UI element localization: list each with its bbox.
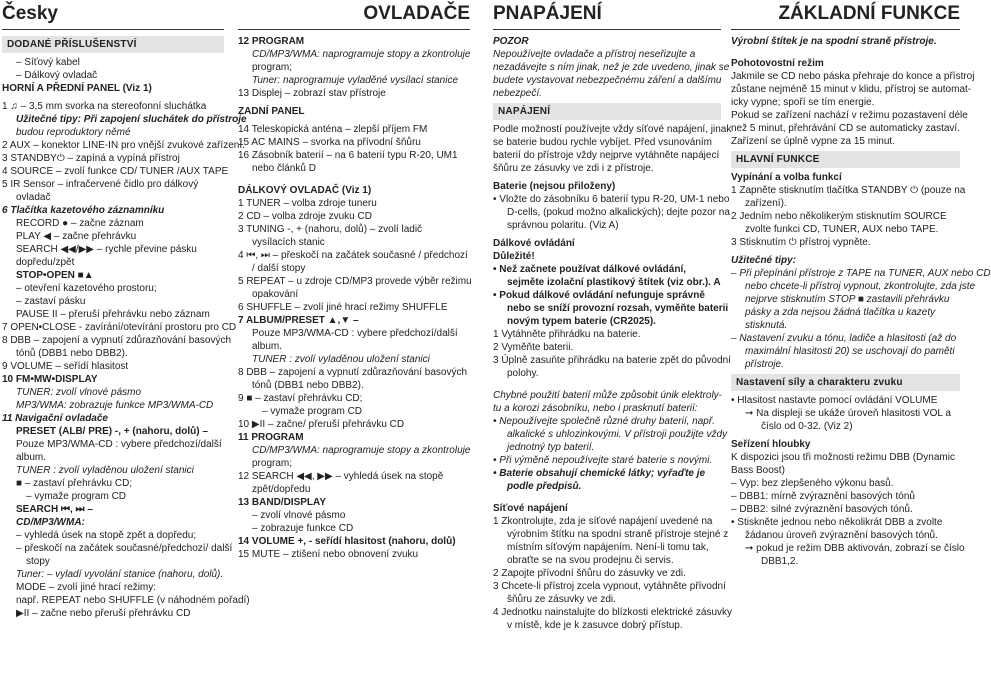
text-line: 5 IR Sensor – infračervené čidlo pro dálkový	[2, 179, 199, 190]
bullet-line: • Pokud dálkové ovládání nefunguje správně	[493, 290, 705, 301]
text-line: – přeskočí na začátek současné/předchozí/ další	[16, 543, 233, 554]
text-line: 9 VOLUME – seřídí hlasitost	[2, 361, 129, 372]
text-line: 4 SOURCE – zvolí funkce CD/ TUNER /AUX TAPE	[2, 166, 229, 177]
text-line: stopy	[26, 556, 50, 567]
text-line: šňůru ze zásuvky ve zdi i z přístroje.	[493, 163, 654, 174]
text-line: např. REPEAT nebo SHUFFLE (v náhodném pořadí)	[16, 595, 250, 606]
text-line: nebo se sníží provozní rozsah, vyměňte baterii	[507, 303, 729, 314]
text-line: PAUSE II – přeruší přehrávku nebo záznam	[16, 309, 210, 320]
text-line: Bass Boost)	[731, 465, 785, 476]
text-line: žádanou úroveň zvýraznění basových tónů.	[745, 530, 938, 541]
text-line: PLAY ◀ – začne přehrávku	[16, 231, 137, 242]
bullet-line: • Vložte do zásobníku 6 baterií typu R-20, UM-1 nebo	[493, 194, 730, 205]
text-line: 6 SHUFFLE – zvolí jiné hrací režimy SHUFFLE	[238, 302, 448, 313]
text-line: D-cells, (pokud možno alkalických); dejte pozor na	[507, 207, 730, 218]
page-header-ovladace: OVLADAČE	[238, 0, 470, 30]
text-line: 13 Displej – zobrazí stav přístroje	[238, 88, 386, 99]
text-line: se baterie budou rychle vybíjet. Před vsunováním	[493, 137, 713, 148]
text-line: sejměte izolační plastikový štítek (viz obr.). A	[507, 277, 721, 288]
subheading: Pohotovostní režim	[731, 58, 824, 69]
text-line: K dispozici jsou tři možnosti režimu DBB (Dynamic	[731, 452, 955, 463]
text-line: ▶II – začne nebo přeruší přehrávku CD	[16, 608, 191, 619]
text-line: CD/MP3/WMA: naprogramuje stopy a zkontroluje	[252, 445, 471, 456]
text-line: vysílacích stanic	[252, 237, 325, 248]
section-main-functions: HLAVNÍ FUNKCE	[731, 151, 960, 168]
text-line: ➞ pokud je režim DBB aktivován, zobrazí se číslo	[745, 543, 965, 554]
text-line: – zastaví pásku	[16, 296, 86, 307]
text-line: ➞ Na displeji se ukáže úroveň hlasitosti VOL a	[745, 408, 951, 419]
section-heading: HORNÍ A PŘEDNÍ PANEL (Viz 1)	[2, 83, 152, 94]
text-line: Pouze MP3/WMA-CD : vybere předchozí/další	[252, 328, 458, 339]
text-line: výrobním štítku na spodní straně přístroje stejné z	[507, 529, 729, 540]
text-line: icky vypne; spoří se tím energie.	[731, 97, 875, 108]
text-line: polohy.	[507, 368, 539, 379]
tip-line: Užitečné tipy: Při zapojení sluchátek do přístroje	[16, 114, 247, 125]
text-line: 4 Jednotku nainstalujte do blízkosti elektrické zásuvky	[493, 607, 733, 618]
text-line: tónů (DBB1 nebo DBB2).	[252, 380, 364, 391]
text-line: TUNER: zvolí vlnové pásmo	[16, 387, 142, 398]
text-line: Jakmile se CD nebo páska přehraje do konce a přístroj	[731, 71, 975, 82]
page-header-napajeni: PNAPÁJENÍ	[493, 0, 721, 30]
subheading: Síťové napájení	[493, 503, 568, 514]
text-line: Pouze MP3/WMA-CD : vybere předchozí/další	[16, 439, 222, 450]
text-line: 3 Úplně zasuňte přihrádku na baterie zpět do původní	[493, 355, 731, 366]
text-line: Tuner: – vyladí vyvolání stanice (nahoru, dolů).	[16, 569, 224, 580]
text-line: 2 Zapojte přívodní šňůru do zásuvky ve zdi.	[493, 568, 686, 579]
text-line: 1 TUNER – volba zdroje tuneru	[238, 198, 377, 209]
text-line: nebo článků D	[252, 163, 316, 174]
text-line: – Nastavení zvuku a tónu, ladiče a hlasitosti (až do	[731, 333, 957, 344]
text-line: program;	[252, 458, 293, 469]
text-line: budete vystavovat nebezpečnému záření a dalšímu	[493, 75, 722, 86]
text-line: ovladač	[16, 192, 51, 203]
text-line: 8 DBB – zapojení a vypnutí zdůrazňování basových	[238, 367, 468, 378]
page-header-zakladni-funkce: ZÁKLADNÍ FUNKCE	[731, 0, 960, 30]
text-line: 11 PROGRAM	[238, 432, 304, 443]
text-line: 14 Teleskopická anténa – zlepší příjem FM	[238, 124, 428, 135]
subheading: Důležité!	[493, 251, 535, 262]
text-line: – vymaže program CD	[26, 491, 127, 502]
text-line: RECORD ● – začne záznam	[16, 218, 144, 229]
text-line: 4 ⏮, ⏭ – přeskočí na začátek současné / předchozí	[238, 250, 468, 261]
text-line: CD/MP3/WMA: naprogramuje stopy a zkontroluje	[252, 49, 471, 60]
text-line: 10 FM•MW•DISPLAY	[2, 374, 98, 385]
text-line: obraťte se na svou prodejnu či servis.	[507, 555, 674, 566]
text-line: zařízení).	[745, 198, 787, 209]
text-line: místním síťovým napájením. Není-li tomu tak,	[507, 542, 709, 553]
text-line: Tuner: naprogramuje vyladěné vysílací stanice	[252, 75, 459, 86]
text-line: 7 OPEN•CLOSE - zavírání/otevírání prostoru pro CD	[2, 322, 237, 333]
text-line: 14 VOLUME +, - seřídí hlasitost (nahoru, dolů)	[238, 536, 456, 547]
text-line: 2 AUX – konektor LINE-IN pro vnější zvukové zařízení.	[2, 140, 245, 151]
text-line: přístroje.	[745, 359, 784, 370]
column-controls-front	[2, 0, 250, 674]
column-basic-functions	[731, 0, 991, 674]
text-line: zůstane nejméně 15 minut v klidu, přístroj se automat-	[731, 84, 972, 95]
text-line: stisknutá.	[745, 320, 788, 331]
text-line: 15 AC MAINS – svorka na přívodní šňůru	[238, 137, 421, 148]
text-line: Zařízení se úplně vypne za 15 minut.	[731, 136, 895, 147]
text-line: pásky a zda nejsou žádná tlačítka u kazety	[745, 307, 936, 318]
text-line: správnou polaritu. (Viz A)	[507, 220, 619, 231]
text-line: album.	[16, 452, 47, 463]
text-line: Nepoužívejte ovladače a přístroj neseřizujte a	[493, 49, 696, 60]
text-line: 10 ▶II – začne/ přeruší přehrávku CD	[238, 419, 405, 430]
text-line: TUNER : zvolí vyladěnou uložení stanici	[252, 354, 430, 365]
section-heading: DÁLKOVÝ OVLADAČ (Viz 1)	[238, 185, 372, 196]
text-line: 1 Vytáhněte přihrádku na baterie.	[493, 329, 641, 340]
text-line: 13 BAND/DISPLAY	[238, 497, 326, 508]
text-line: šňůru ze zásuvky ve zdi.	[507, 594, 616, 605]
column-power-supply	[493, 0, 733, 674]
bullet-line: • Stiskněte jednou nebo několikrát DBB a zvolte	[731, 517, 943, 528]
text-line: v místě, kde je k zasuvce dobrý přístup.	[507, 620, 683, 631]
text-line: než 5 minut, přehrávání CD se automaticky zastaví.	[731, 123, 960, 134]
text-line: 6 Tlačítka kazetového záznamníku	[2, 205, 165, 216]
text-line: zpět/dopředu	[252, 484, 311, 495]
text-line: 15 MUTE – ztišení nebo obnovení zvuku	[238, 549, 419, 560]
text-line: novým typem baterie (CR2025).	[507, 316, 656, 327]
text-line: / další stopy	[252, 263, 306, 274]
text-line: 1 Zapněte stisknutím tlačítka STANDBY ⏻ (pouze na	[731, 185, 966, 196]
text-line: podle předpisů.	[507, 481, 582, 492]
subheading: Vypínání a volba funkcí	[731, 172, 842, 183]
text-line: 12 PROGRAM	[238, 36, 305, 47]
text-line: – vymaže program CD	[262, 406, 363, 417]
text-line: 8 DBB – zapojení a vypnutí zdůrazňování basových	[2, 335, 232, 346]
text-line: nezadávejte s ním jinak, než je zde uvedeno, jinak se	[493, 62, 730, 73]
text-line: 2 Jedním nebo několikerým stisknutím SOURCE	[731, 211, 947, 222]
tip-line: budou reproduktory němé	[16, 127, 131, 138]
text-line: 3 Chcete-li přístroj zcela vypnout, vytáhněte přívodní	[493, 581, 726, 592]
subheading: Baterie (nejsou přiloženy)	[493, 181, 616, 192]
text-line: DBB1,2.	[761, 556, 799, 567]
text-line: dopředu/zpět	[16, 257, 75, 268]
text-line: – Dálkový ovladač	[16, 70, 98, 81]
text-line: 3 STANDBY⏻ – zapíná a vypíná přístroj	[2, 153, 180, 164]
text-line: MP3/WMA: zobrazuje funkce MP3/WMA-CD	[16, 400, 214, 411]
bullet-line: • Než začnete používat dálkové ovládání,	[493, 264, 687, 275]
text-line: jednotný typ baterií.	[507, 442, 595, 453]
bullet-line: • Při výměně nepoužívejte staré baterie s novými.	[493, 455, 713, 466]
subheading: Dálkové ovládání	[493, 238, 575, 249]
text-line: 1 ♫ – 3,5 mm svorka na stereofonní sluchátka	[2, 101, 207, 112]
text-line: 2 Vyměňte baterii.	[493, 342, 574, 353]
text-line: tónů (DBB1 nebo DBB2).	[16, 348, 128, 359]
text-line: 12 SEARCH ◀◀, ▶▶ – vyhledá úsek na stopě	[238, 471, 444, 482]
text-line: – zvolí vlnové pásmo	[252, 510, 346, 521]
text-line: – DBB1: mírně zvýraznění basových tónů	[731, 491, 915, 502]
text-line: zvolte funkci CD, TUNER, AUX nebo TAPE.	[745, 224, 939, 235]
text-line: nebo chcete-li přístroj vypnout, zkontrolujte, zda jste	[745, 281, 976, 292]
subheading: Seřízení hloubky	[731, 439, 811, 450]
bullet-line: • Nepoužívejte společně různé druhy baterií, např.	[493, 416, 715, 427]
text-line: 5 REPEAT – u zdroje CD/MP3 provede výběr režimu	[238, 276, 472, 287]
text-line: SEARCH ◀◀/▶▶ – rychle převine pásku	[16, 244, 197, 255]
text-line: program;	[252, 62, 293, 73]
text-line: Výrobní štítek je na spodní straně přístroje.	[731, 36, 937, 47]
caution-heading: POZOR	[493, 36, 529, 47]
bullet-line: • Baterie obsahují chemické látky; vyřaďte je	[493, 468, 706, 479]
text-line: – Vyp: bez zlepšeného výkonu basů.	[731, 478, 894, 489]
text-line: – vyhledá úsek na stopě zpět a dopředu;	[16, 530, 197, 541]
text-line: 9 ■ – zastaví přehrávku CD;	[238, 393, 363, 404]
text-line: 11 Navigační ovladače	[2, 413, 108, 424]
text-line: opakování	[252, 289, 299, 300]
text-line: 16 Zásobník baterií – na 6 baterií typu R-20, UM1	[238, 150, 458, 161]
subheading: Užitečné tipy:	[731, 255, 797, 266]
bullet-line: • Hlasitost nastavte pomocí ovládání VOLUME	[731, 395, 938, 406]
text-line: nejprve stisknutím STOP ■ zastavili přehrávku	[745, 294, 950, 305]
section-accessories: DODANÉ PŘÍSLUŠENSTVÍ	[2, 36, 224, 53]
text-line: TUNER : zvolí vyladěnou uložení stanici	[16, 465, 194, 476]
text-line: STOP•OPEN ■▲	[16, 270, 94, 281]
text-line: – Při přepínání přístroje z TAPE na TUNER, AUX nebo CD	[731, 268, 991, 279]
text-line: Podle možností používejte vždy síťové napájení, jinak	[493, 124, 732, 135]
text-line: 1 Zkontrolujte, zda je síťové napájení uvedené na	[493, 516, 713, 527]
text-line: tu a korozi zásobníku, nebo i prasknutí baterií:	[493, 403, 698, 414]
text-line: maximální hlasitosti 20) se uschovají do paměti	[745, 346, 955, 357]
text-line: 7 ALBUM/PRESET ▲,▼ –	[238, 315, 359, 326]
text-line: baterií do přístroje vždy nejprve vytáhněte napájecí	[493, 150, 720, 161]
text-line: – otevření kazetového prostoru;	[16, 283, 157, 294]
section-heading: ZADNÍ PANEL	[238, 106, 305, 117]
text-line: alkalické s uhlozinkovými. V přístroji použijte vždy	[507, 429, 728, 440]
text-line: Chybné použití baterií může způsobit únik elektroly-	[493, 390, 723, 401]
section-sound: Nastavení síly a charakteru zvuku	[731, 374, 960, 391]
text-line: SEARCH ⏮, ⏭ –	[16, 504, 93, 515]
text-line: ■ – zastaví přehrávku CD;	[16, 478, 133, 489]
text-line: CD/MP3/WMA:	[16, 517, 85, 528]
text-line: Pokud se zařízení nachází v režimu pozastavení déle	[731, 110, 968, 121]
text-line: – Síťový kabel	[16, 57, 80, 68]
column-controls-remote	[238, 0, 470, 674]
text-line: PRESET (ALB/ PRE) -, + (nahoru, dolů) –	[16, 426, 208, 437]
section-power: NAPÁJENÍ	[493, 103, 721, 120]
text-line: 3 Stisknutím ⏻ přístroj vypněte.	[731, 237, 871, 248]
text-line: – DBB2: silné zvýraznění basových tónů.	[731, 504, 913, 515]
page-header-cesky: Česky	[2, 0, 224, 30]
text-line: 3 TUNING -, + (nahoru, dolů) – zvolí ladič	[238, 224, 423, 235]
text-line: 2 CD – volba zdroje zvuku CD	[238, 211, 372, 222]
text-line: – zobrazuje funkce CD	[252, 523, 354, 534]
text-line: číslo od 0-32. (Viz 2)	[761, 421, 853, 432]
text-line: MODE – zvolí jiné hrací režimy:	[16, 582, 157, 593]
text-line: album.	[252, 341, 283, 352]
text-line: nebezpečí.	[493, 88, 542, 99]
